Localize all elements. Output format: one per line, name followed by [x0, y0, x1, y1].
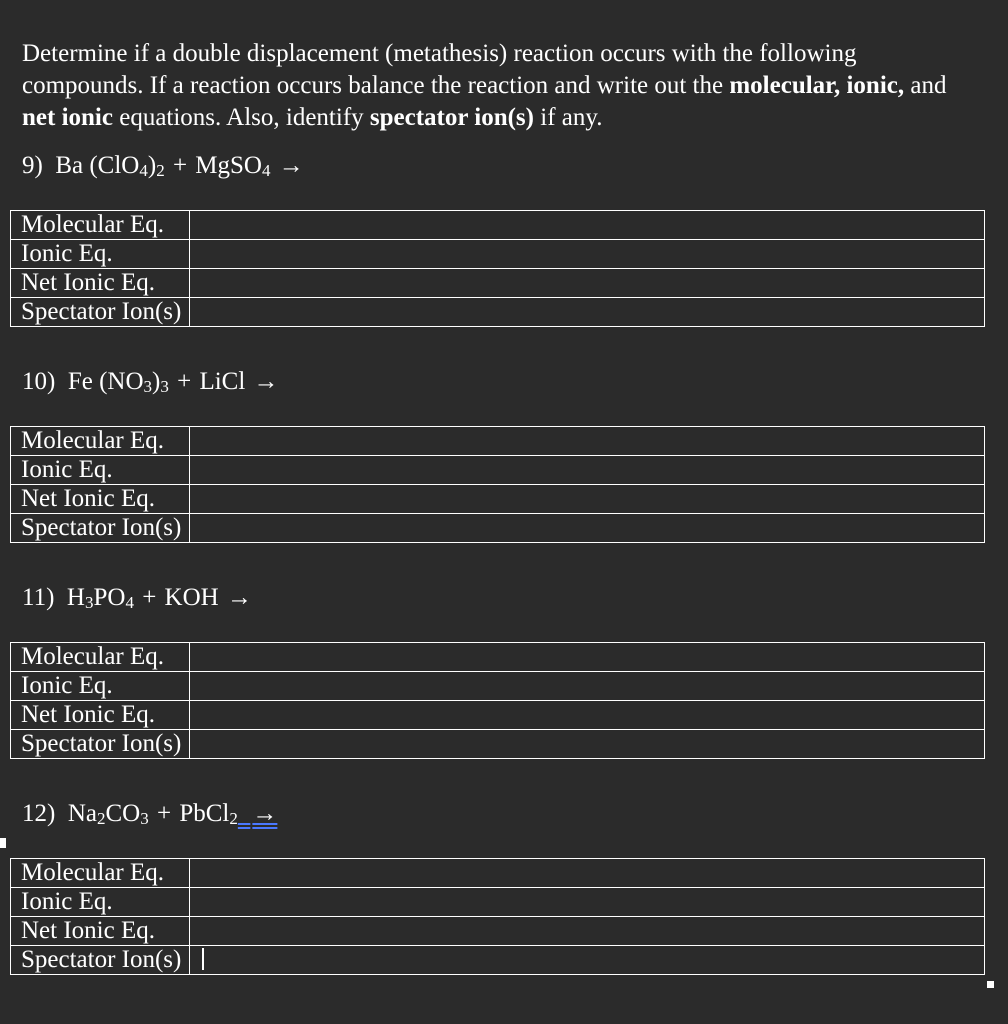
row-label: Ionic Eq. [11, 456, 190, 485]
ionic-eq-cell[interactable] [190, 240, 985, 269]
table-row [11, 917, 985, 946]
molecular-eq-cell[interactable] [190, 859, 985, 888]
text-cursor [202, 948, 204, 970]
table-row [11, 456, 985, 485]
row-label: Spectator Ion(s) [11, 298, 190, 327]
table-row [11, 672, 985, 701]
spectator-ions-cell[interactable] [190, 298, 985, 327]
row-label: Molecular Eq. [11, 427, 190, 456]
reaction-arrow-icon: → [253, 368, 279, 395]
table-row [11, 240, 985, 269]
table-row [11, 269, 985, 298]
reaction-arrow-icon: → [226, 584, 252, 611]
row-label: Ionic Eq. [11, 240, 190, 269]
reaction-arrow-icon: → [252, 800, 278, 827]
row-label: Net Ionic Eq. [11, 917, 190, 946]
row-label: Molecular Eq. [11, 859, 190, 888]
net-ionic-eq-cell[interactable] [190, 485, 985, 514]
row-label: Net Ionic Eq. [11, 269, 190, 298]
spectator-ions-cell[interactable] [190, 514, 985, 543]
row-label: Ionic Eq. [11, 888, 190, 917]
instructions: Determine if a double displacement (metathesis) reaction occurs with the following compounds. If a reaction occurs balance the reaction and write out the molecular, ionic, and net ionic equations. Also, identify spectator ion(s) if any. [22, 40, 947, 131]
problem-10-heading: 10) Fe $(NO_3)_3$ + LiCl → [22, 368, 279, 396]
spectator-ions-cell[interactable] [190, 946, 985, 975]
net-ionic-eq-cell[interactable] [190, 269, 985, 298]
bold-molecular-ionic: molecular, ionic, [729, 72, 905, 99]
table-row [11, 859, 985, 888]
table-row [11, 946, 985, 975]
row-label: Molecular Eq. [11, 211, 190, 240]
problem-9-table [10, 210, 985, 327]
table-row [11, 485, 985, 514]
row-label: Spectator Ion(s) [11, 514, 190, 543]
net-ionic-eq-cell[interactable] [190, 701, 985, 730]
bold-net-ionic: net ionic [22, 104, 113, 131]
net-ionic-eq-cell[interactable] [190, 917, 985, 946]
molecular-eq-cell[interactable] [190, 427, 985, 456]
paragraph-marker-icon [0, 838, 6, 848]
row-label: Spectator Ion(s) [11, 946, 190, 975]
table-row [11, 211, 985, 240]
problem-9-heading: 9) Ba $(ClO_4)_2$ + MgSO$_4$ → [22, 152, 304, 180]
table-row [11, 427, 985, 456]
table-row [11, 514, 985, 543]
ionic-eq-cell[interactable] [190, 672, 985, 701]
problem-10-table [10, 426, 985, 543]
row-label: Spectator Ion(s) [11, 730, 190, 759]
molecular-eq-cell[interactable] [190, 643, 985, 672]
table-row [11, 730, 985, 759]
spellcheck-underline: $_2$ → [229, 800, 278, 828]
table-row [11, 643, 985, 672]
row-label: Net Ionic Eq. [11, 701, 190, 730]
row-label: Net Ionic Eq. [11, 485, 190, 514]
table-resize-handle[interactable] [987, 981, 994, 988]
spectator-ions-cell[interactable] [190, 730, 985, 759]
ionic-eq-cell[interactable] [190, 888, 985, 917]
row-label: Ionic Eq. [11, 672, 190, 701]
bold-spectator-ions: spectator ion(s) [369, 104, 534, 131]
table-row [11, 888, 985, 917]
problem-12-table [10, 858, 985, 975]
reaction-arrow-icon: → [278, 152, 304, 179]
problem-11-table [10, 642, 985, 759]
problem-11-heading: 11) $H_3PO_4$ + KOH → [22, 584, 252, 612]
ionic-eq-cell[interactable] [190, 456, 985, 485]
molecular-eq-cell[interactable] [190, 211, 985, 240]
problem-12-heading: 12) $Na_2CO_3$ + PbCl$_2$ → [22, 800, 278, 828]
table-row [11, 298, 985, 327]
row-label: Molecular Eq. [11, 643, 190, 672]
table-row [11, 701, 985, 730]
